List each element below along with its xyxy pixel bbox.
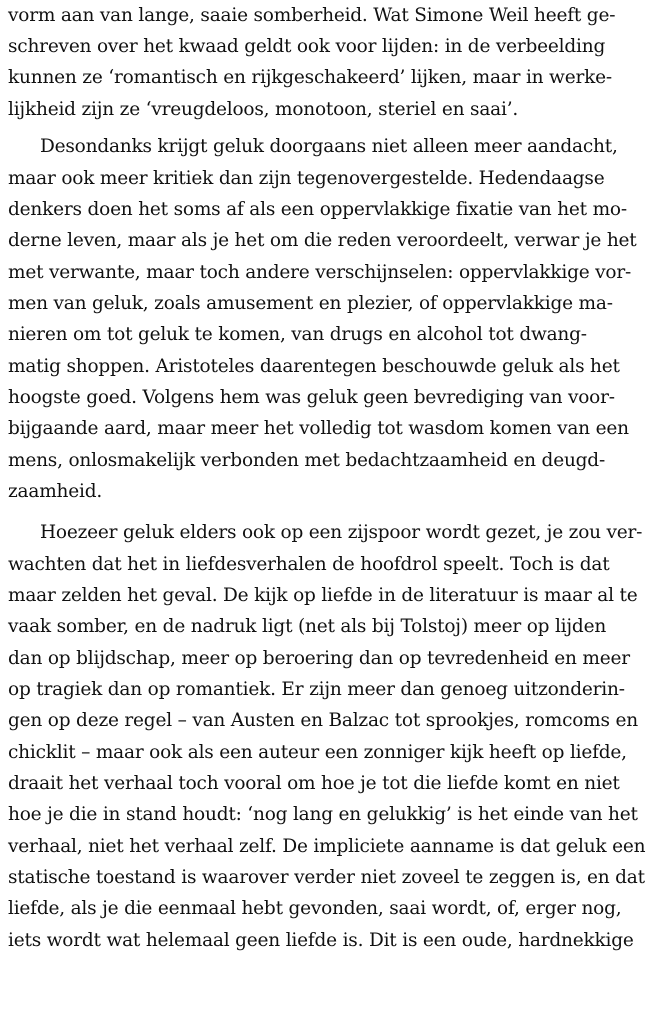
text-line: maar zelden het geval. De kijk op liefde in de literatuur is maar al te: [8, 585, 638, 606]
text-line: lijkheid zijn ze ‘vreugdeloos, monotoon, steriel en saai’.: [8, 99, 519, 120]
text-line: bijgaande aard, maar meer het volledig tot wasdom komen van een: [8, 418, 629, 439]
text-line: met verwante, maar toch andere verschijnselen: oppervlakkige vor-: [8, 262, 632, 283]
text-line: draait het verhaal toch vooral om hoe je tot die liefde komt en niet: [8, 773, 620, 794]
text-line: gen op deze regel – van Austen en Balzac tot sprookjes, romcoms en: [8, 710, 638, 731]
text-line: iets wordt wat helemaal geen liefde is. Dit is een oude, hardnekkige: [8, 930, 634, 951]
text-line: vaak somber, en de nadruk ligt (net als bij Tolstoj) meer op lijden: [8, 616, 607, 637]
text-line: men van geluk, zoals amusement en plezier, of oppervlakkige ma-: [8, 293, 613, 314]
text-line: op tragiek dan op romantiek. Er zijn meer dan genoeg uitzonderin-: [8, 679, 625, 700]
text-line: statische toestand is waarover verder niet zoveel te zeggen is, en dat: [8, 867, 645, 888]
text-line: liefde, als je die eenmaal hebt gevonden, saai wordt, of, erger nog,: [8, 898, 622, 919]
text-line: derne leven, maar als je het om die reden veroordeelt, verwar je het: [8, 230, 637, 251]
text-line: kunnen ze ‘romantisch en rijkgeschakeerd’ lijken, maar in werke-: [8, 67, 612, 88]
text-line: zaamheid.: [8, 481, 103, 502]
text-line: mens, onlosmakelijk verbonden met bedachtzaamheid en deugd-: [8, 450, 605, 471]
text-line: nieren om tot geluk te komen, van drugs en alcohol tot dwang-: [8, 324, 587, 345]
text-line: verhaal, niet het verhaal zelf. De impliciete aanname is dat geluk een: [8, 836, 646, 857]
text-line: schreven over het kwaad geldt ook voor lijden: in de verbeelding: [8, 36, 606, 57]
text-line: hoe je die in stand houdt: ‘nog lang en gelukkig’ is het einde van het: [8, 804, 638, 825]
text-line: matig shoppen. Aristoteles daarentegen beschouwde geluk als het: [8, 356, 620, 377]
text-line: dan op blijdschap, meer op beroering dan op tevredenheid en meer: [8, 648, 630, 669]
paragraph-first-line: Desondanks krijgt geluk doorgaans niet alleen meer aandacht,: [40, 136, 618, 157]
text-line: maar ook meer kritiek dan zijn tegenovergestelde. Hedendaagse: [8, 168, 605, 189]
text-line: chicklit – maar ook als een auteur een zonniger kijk heeft op liefde,: [8, 742, 627, 763]
text-line: denkers doen het soms af als een oppervlakkige fixatie van het mo-: [8, 199, 627, 220]
text-line: wachten dat het in liefdesverhalen de hoofdrol speelt. Toch is dat: [8, 554, 610, 575]
text-line: vorm aan van lange, saaie somberheid. Wat Simone Weil heeft ge-: [8, 5, 616, 26]
paragraph-first-line: Hoezeer geluk elders ook op een zijspoor wordt gezet, je zou ver-: [40, 522, 643, 543]
text-line: hoogste goed. Volgens hem was geluk geen bevrediging van voor-: [8, 387, 615, 408]
